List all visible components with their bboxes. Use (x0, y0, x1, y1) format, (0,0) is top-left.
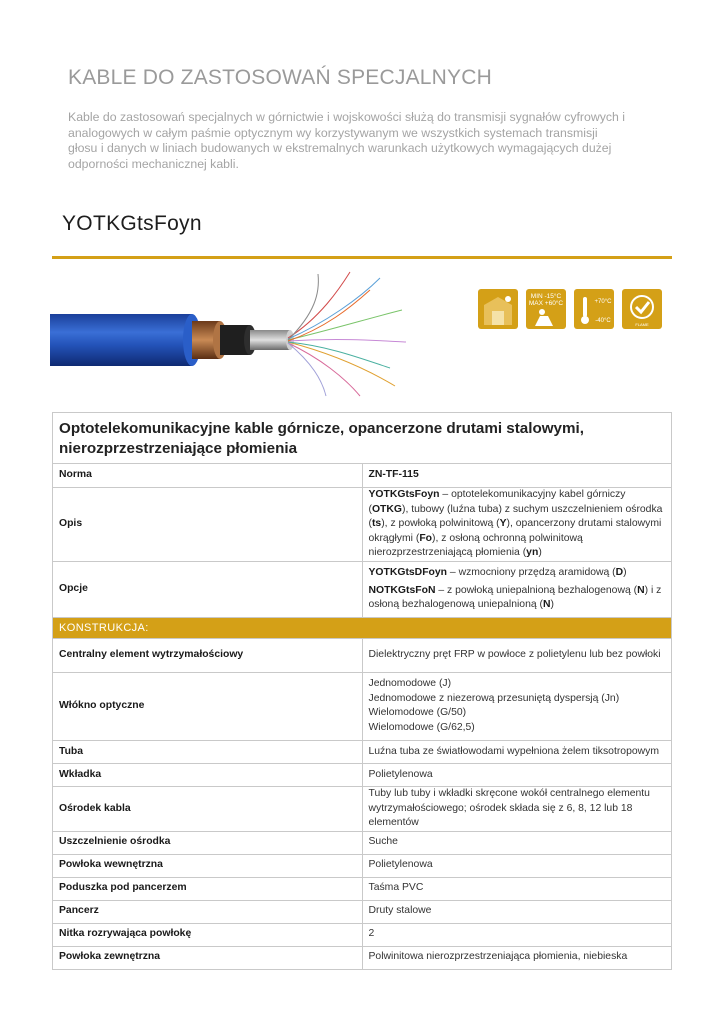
code-term: OTKG (371, 503, 402, 515)
row-label: Poduszka pod pancerzem (53, 877, 363, 900)
fiber-type: Jednomodowe (J) (368, 678, 452, 690)
install-temp-min: MIN -15°C (530, 293, 562, 300)
spec-table-header (53, 413, 672, 464)
row-label: Powłoka zewnętrzna (53, 946, 363, 969)
fiber-type: Wielomodowe (G/50) (368, 707, 467, 719)
title-divider (52, 256, 672, 259)
row-label: Ośrodek kabla (53, 786, 363, 831)
row-label: Powłoka wewnętrzna (53, 854, 363, 877)
table-row (53, 900, 672, 923)
table-row (53, 923, 672, 946)
fiber-type: Jednomodowe z niezerową przesuniętą dyspersją (Jn) (368, 692, 620, 704)
table-row (53, 740, 672, 763)
row-label: Włókno optyczne (53, 672, 363, 740)
option-line (369, 584, 666, 613)
flame-retardant-check-icon (622, 289, 662, 329)
row-value: ZN-TF-115 (362, 464, 672, 488)
row-label: Opis (53, 488, 363, 562)
row-value (362, 488, 672, 562)
flame-icon-caption: FLAME (635, 322, 649, 327)
table-row (53, 561, 672, 617)
row-value (362, 561, 672, 617)
row-value: Luźna tuba ze światłowodami wypełniona żelem tiksotropowym (362, 740, 672, 763)
code-term: N (542, 599, 551, 611)
table-row (53, 763, 672, 786)
mine-tunnel-icon (478, 289, 518, 329)
operating-temp-max: +70°C (594, 299, 612, 305)
text-run: ), z powłoką polwinitową ( (381, 518, 500, 530)
code-term: YOTKGtsDFoyn (368, 567, 448, 579)
section-title: KABLE DO ZASTOSOWAŃ SPECJALNYCH (68, 66, 492, 89)
text-run: – optotelekomunikacyjny kabel górniczy ( (368, 489, 626, 515)
construction-label: KONSTRUKCJA: (53, 617, 672, 638)
text-run: ) (550, 599, 554, 611)
text-run: – wzmocniony przędzą aramidową ( (447, 567, 616, 579)
text-run: ) i z osłoną bezhalogenową uniepalnioną ( (368, 584, 662, 611)
feature-icons (478, 289, 662, 329)
product-name: YOTKGtsFoyn (62, 212, 202, 235)
row-value: Suche (362, 831, 672, 854)
row-value: 2 (362, 923, 672, 946)
row-label: Opcje (53, 561, 363, 617)
spec-table-title: Optotelekomunikacyjne kable górnicze, opancerzone drutami stalowymi, nierozprzestrzeniające płomienia (53, 413, 672, 464)
row-label: Norma (53, 464, 363, 488)
text-run: ) (538, 547, 542, 559)
spec-table (52, 412, 672, 970)
install-temperature-icon (526, 289, 566, 329)
table-row (53, 877, 672, 900)
table-row (53, 786, 672, 831)
code-term: NOTKGtsFoN (368, 584, 436, 596)
code-term: Y (499, 518, 507, 530)
code-term: N (637, 584, 645, 596)
row-value: Dielektryczny pręt FRP w powłoce z polietylenu lub bez powłoki (362, 638, 672, 672)
section-intro: Kable do zastosowań specjalnych w górnictwie i wojskowości służą do transmisji sygnałów cyfrowych i analogowych w całym paśmie optycznym wy korzystywanym we wszystkich systemach transmisji głosu i danych w liniach budowanych w ekstremalnych warunkach użytkowych wymagających dużej odporności mechanicznej kabli. (68, 110, 626, 171)
operating-temperature-icon (574, 289, 614, 329)
table-row (53, 831, 672, 854)
table-row (53, 464, 672, 488)
row-label: Tuba (53, 740, 363, 763)
table-row (53, 488, 672, 562)
code-term: Fo (419, 532, 433, 544)
row-label: Nitka rozrywająca powłokę (53, 923, 363, 946)
row-value: Polietylenowa (362, 854, 672, 877)
row-value: Polietylenowa (362, 763, 672, 786)
row-value: Polwinitowa nierozprzestrzeniająca płomienia, niebieska (362, 946, 672, 969)
text-run: ), tubowy (luźna tuba) z suchym uszczelnieniem ośrodka ( (368, 503, 663, 530)
code-term: yn (526, 547, 539, 559)
text-run: – z powłoką uniepalnioną bezhalogenową ( (435, 584, 638, 596)
cable-photo (50, 268, 410, 398)
row-label: Wkładka (53, 763, 363, 786)
row-label: Centralny element wytrzymałościowy (53, 638, 363, 672)
row-value: Taśma PVC (362, 877, 672, 900)
table-row (53, 672, 672, 740)
row-value (362, 672, 672, 740)
install-temp-max: MAX +60°C (528, 300, 564, 307)
text-run: ) (623, 567, 627, 579)
code-term: YOTKGtsFoyn (368, 489, 440, 500)
code-term: D (615, 567, 624, 579)
fiber-type: Wielomodowe (G/62,5) (368, 722, 475, 734)
code-term: ts (371, 518, 382, 530)
row-value: Druty stalowe (362, 900, 672, 923)
table-row (53, 946, 672, 969)
text-run: ), opancerzony drutami stalowymi okrągłymi ( (368, 518, 662, 544)
row-label: Pancerz (53, 900, 363, 923)
text-run: ), z osłoną ochronną polwinitową nierozprzestrzeniającą płomienia ( (368, 532, 583, 559)
table-row (53, 854, 672, 877)
row-label: Uszczelnienie ośrodka (53, 831, 363, 854)
table-row (53, 638, 672, 672)
option-line (369, 566, 666, 581)
row-value: Tuby lub tuby i wkładki skręcone wokół centralnego elementu wytrzymałościowego; ośrodek składa się z 6, 8, 12 lub 18 elementów (362, 786, 672, 831)
construction-band (53, 617, 672, 638)
operating-temp-min: -40°C (595, 318, 611, 324)
